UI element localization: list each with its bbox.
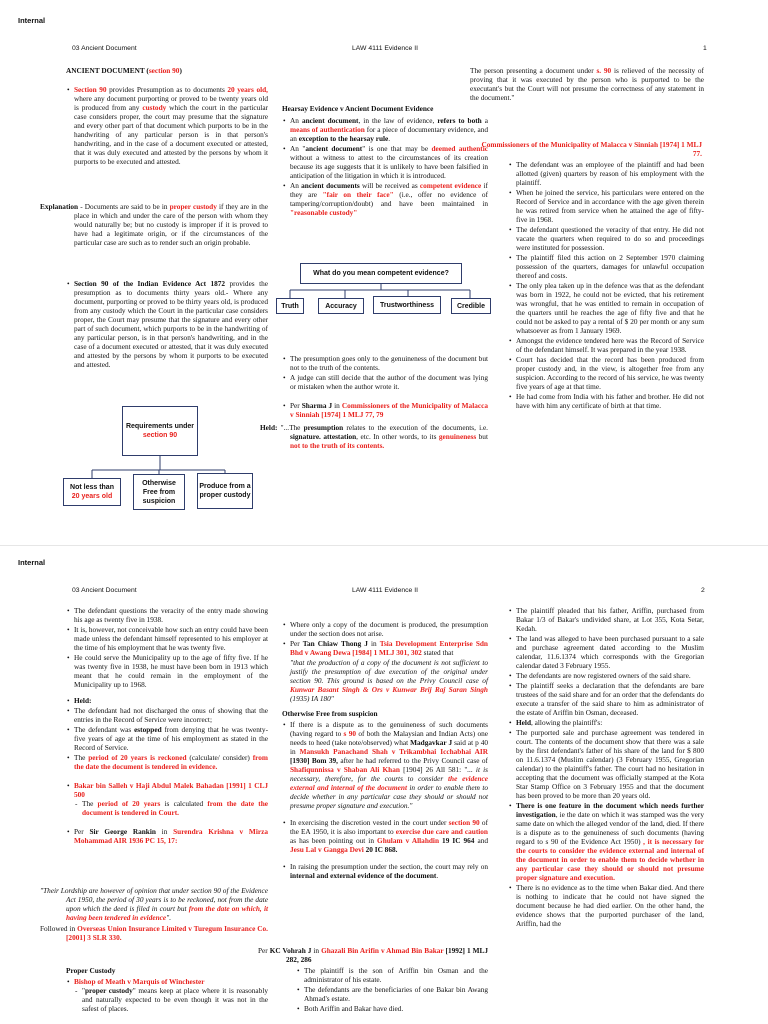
otherwise-free-heading: Otherwise Free from suspicion (282, 709, 378, 718)
header-page-number: 1 (703, 45, 707, 52)
list-item: • The only plea taken up in the defence was that as the defendant was born in 1922, he could not be evicted, that his retirement was wrongful, that he was entitled to remain in occupation of the quarters until he reaches the age of fifty five and that he could not be asked to pay a rental of $ 20 per month or any sum whatsoever as from 1 January 1969. (508, 281, 704, 335)
list-item: • In exercising the discretion vested in the court under section 90 of the EA 1950, it is also important to exercise due care and caution as has been pointing out in Ghulam v Allahdin 19 IC 964 and Jesu Lal v Gangga Devi 20 IC 868. (282, 818, 488, 854)
list-item: • Held, allowing the plaintiff's: (508, 718, 704, 727)
explanation-paragraph: Explanation - Documents are said to be in proper custody if they are in the place in which and under the care of the person with whom they would naturally be; but no custody is improper if it is proved to have had a legitimate origin, or if the circumstances of the particular case are such as to render such an origin probable. (40, 202, 268, 247)
list-item: • The purported sale and purchase agreement was tendered in court. The contents of the document show that there was a sale by the first defendant's father of his share of the land for $ 800 on 11.6.1374 (Muslim calendar) (3 February 1955, Gregorian calendar) to the plaintiff's father. The court had no hesitation in accepting that the document was officially stamped at the Kota Star Stamp Office on 3 February 1955 and that the document has been proved to be more than 20 years old. (508, 728, 704, 800)
list-item: • The land was alleged to have been purchased pursuant to a sale and purchase agreement dated according to the Muslim calendar, 11.6.1374 which corresponds with the Gregorian calendar dated 3 February 1955. (508, 634, 704, 670)
header-course: LAW 4111 Evidence II (352, 45, 418, 52)
list-item: • If there is a dispute as to the genuineness of such documents (having regard to s 90 of both the Malaysian and Indian Acts) one needs to heed (take note/observed) what Madgavkar J said at p 40 in Mansukh Panachand Shah v Trikambhai Icchabhai AIR [1930] Bom 39, after he had referred to the Privy Council case of Shafiqunnissa v Shaban Ali Khan [1904] 26 All 581: "... it is necessary, therefore, for the courts to consider the evidence external and internal of the document in order to enable them to decide whether in any particular case they should or should not presume proper signature and execution." (282, 720, 488, 810)
list-item: • The presumption goes only to the genuineness of the document but not to the truth of the contents. (282, 354, 488, 372)
list-item: • Bishop of Meath v Marquis of Winchester - "proper custody" means keep at place where it is reasonably and naturally expected to be even though it was not in the safest of places. (66, 977, 268, 1013)
list-item: • When he joined the service, his particulars were entered on the Record of Service and in accordance with the age given therein he was retired from service when he attained the age of fifty-five in 1968. (508, 188, 704, 224)
list-item: • There is no evidence as to the time when Bakar died. And there is nothing to indicate that he could not have signed the document because he had died earlier. On the other hand, the evidence shows that the purported purchaser of the land, Ariffin, had the (508, 883, 704, 928)
list-item: • The period of 20 years is reckoned (calculate/ consider) from the date the document is tendered in evidence. (66, 753, 268, 771)
truth-box: Truth (276, 298, 304, 314)
list-item: • An ancient document, in the law of evidence, refers to both a means of authentication for a piece of documentary evidence, and an exception to the hearsay rule. (282, 116, 488, 143)
competent-evidence-question-box: What do you mean competent evidence? (300, 263, 462, 284)
list-item: • Section 90 of the Indian Evidence Act 1872 provides the presumption as to documents thirty years old.- Where any document, purporting or proved to be thirty years old, is produced from any custody which the Court in the particular case considers proper, the Court may presume that the signature and every other part of such document, which purports to be in the handwriting of any particular person, is in that person's handwriting, and in the case of a document executed or attested, that it was duly executed and attested by the persons by whom it purports to be executed and attested. (66, 279, 268, 369)
header-chapter: 03 Ancient Document (72, 45, 137, 52)
internal-label: Internal (18, 558, 46, 567)
list-item: • In raising the presumption under the section, the court may rely on internal and external evidence of the document. (282, 862, 488, 880)
list-item: • He had come from India with his father and brother. He did not have with him any certificate of birth at that time. (508, 392, 704, 410)
proper-custody-box: Produce from a proper custody (197, 473, 253, 509)
list-item: • The defendant had not discharged the onus of showing that the entries in the Record of Service were incorrect; (66, 706, 268, 724)
list-item: • Court has decided that the record has been produced from proper custody and, in the view, is altogether free from any suspicion. According to the record of his service, he was twenty five years of age at that time. (508, 355, 704, 391)
proper-custody-heading: Proper Custody (66, 966, 116, 975)
page1-left-column (66, 66, 268, 176)
hearsay-heading: Hearsay Evidence v Ancient Document Evidence (282, 104, 434, 113)
list-item: • The defendant was an employee of the plaintiff and had been allotted (given) quarters by reason of his employment with the plaintiff. (508, 160, 704, 187)
list-item: • The plaintiff seeks a declaration that the defendants are bare trustees of the said share and for an order that the defendants do execute a transfer of the said share to him as administrator of the estate of Ariffin bin Osman, deceased. (508, 681, 704, 717)
list-item: • The defendants are the beneficiaries of one Bakar bin Awang Ahmad's estate. (296, 985, 488, 1003)
list-item: • He could serve the Municipality up to the age of fifty five. If he was twenty five in 1938, he must have been born in 1913 which meant that he could remain in the employment of the Municipality up to 1968. (66, 653, 268, 689)
credible-box: Credible (451, 298, 491, 314)
list-item: • An "ancient document" is one that may be deemed authentic without a witness to attest to the circumstances of its creation because its age suggests that it is unlikely to have been falsified in anticipation of the litigation in which it is introduced. (282, 144, 488, 180)
page2-left-column (66, 606, 268, 846)
list-item: • Per Tan Chiaw Thong J in Tsia Development Enterprise Sdn Bhd v Awang Dewa [1984] 1 MLJ 301, 302 stated that (282, 639, 488, 657)
header-page-number: 2 (701, 587, 705, 594)
rankin-quote: "Their Lordship are however of opinion that under section 90 of the Evidence Act 1950, the period of 30 years is to be reckoned, not from the date upon which the deed is filed in court but from the date on which, it having been tendered in evidence". Followed in Overseas Union Insurance Limited v Turegum Insurance Co. [2001] 3 SLR 330. (40, 886, 269, 942)
list-item: • Per Sir George Rankin in Surendra Krishna v Mirza Mohammad AIR 1936 PC 15, 17: (66, 827, 268, 845)
list-item: • An ancient documents will be received as competent evidence if they are "fair on their face" (i.e., offer no evidence of tampering/corruption/doubt) and have been maintained in "reasonable custody" (282, 181, 488, 217)
trustworthiness-box: Trustworthiness (373, 296, 441, 314)
header-course: LAW 4111 Evidence II (352, 587, 418, 594)
list-item: • Bakar bin Salleh v Haji Abdul Malek Bahadan [1991] 1 CLJ 500 - The period of 20 years is calculated from the date the document is tendered in Court. (66, 781, 268, 817)
not-less-than-20-years-box: Not less than 20 years old (63, 478, 121, 506)
list-item: • The defendant was estopped from denying that he was twenty-five years of age at the time of his employment as stated in the Record of Service. (66, 725, 268, 752)
list-item: • The defendants are now registered owners of the said share. (508, 671, 704, 680)
requirements-box: Requirements under section 90 (122, 406, 198, 456)
page-divider (0, 545, 768, 546)
list-item: • Amongst the evidence tendered here was the Record of Service of the defendant himself. It was prepared in the year 1938. (508, 336, 704, 354)
list-item: • Held: (66, 696, 268, 705)
list-item: • The plaintiff pleaded that his father, Ariffin, purchased from Bakar 1/3 of Bakar's undivided share, at Lot 355, Kota Setar, Kedah. (508, 606, 704, 633)
list-item: • The defendant questioned the veracity of that entry. He did not vacate the quarters when required to do so and proceedings were instituted for possession. (508, 225, 704, 252)
list-item: • It is, however, not conceivable how such an entry could have been made unless the defendant himself represented to his employer at the time of his employment that he was twenty five. (66, 625, 268, 652)
list-item: - The period of 20 years is calculated from the date the document is tendered in Court. (74, 799, 268, 817)
vohrah-paragraph: Per KC Vohrah J in Ghazali Bin Arifin v Ahmad Bin Bakar [1992] 1 MLJ 282, 286 • The plaintiff is the son of Ariffin bin Osman and the administrator of his estate. • The defendants are the beneficiaries of one Bakar bin Awang Ahmad's estate. • Both Ariffin and Bakar have died. (258, 946, 488, 1014)
accuracy-box: Accuracy (318, 298, 364, 314)
held-paragraph: Held: "...The presumption relates to the execution of the documents, i.e. signature. attestation, etc. In other words, to its genuineness but not to the truth of its contents. (260, 423, 489, 450)
list-item: • Where only a copy of the document is produced, the presumption under the section does not arise. (282, 620, 488, 638)
free-from-suspicion-box: Otherwise Free from suspicion (133, 474, 185, 510)
header-chapter: 03 Ancient Document (72, 587, 137, 594)
list-item: • Both Ariffin and Bakar have died. (296, 1004, 488, 1013)
section-title: ANCIENT DOCUMENT (section 90) (66, 66, 182, 75)
page1-right-case (476, 140, 702, 160)
page2-right-column (508, 606, 704, 929)
page1-right-column: The person presenting a document under s. 90 is relieved of the necessity of proving that it was executed by the person who is purported to be the executant's but the Court will not presume the correctness of any statement in the document." (470, 66, 704, 102)
page1-middle-lower (282, 354, 488, 420)
page1-right-facts (508, 160, 704, 411)
list-item: • The plaintiff is the son of Ariffin bin Osman and the administrator of his estate. (296, 966, 488, 984)
list-item: • A judge can still decide that the author of the document was lying or mistaken when the author wrote it. (282, 373, 488, 391)
list-item: • The defendant questions the veracity of the entry made showing his age as twenty five in 1938. (66, 606, 268, 624)
case-citation: Commissioners of the Municipality of Malacca v Sinniah [1974] 1 MLJ 77. (481, 140, 702, 158)
list-item: • Per Sharma J in Commissioners of the Municipality of Malacca v Sinniah [1974] 1 MLJ 77, 79 (282, 401, 488, 419)
proper-custody-section (66, 966, 268, 1014)
page2-middle-column: • Where only a copy of the document is produced, the presumption under the section does not arise. • Per Tan Chiaw Thong J in Tsia Development Enterprise Sdn Bhd v Awang Dewa [1984] 1 MLJ 301, 302 stated that "that the production of a copy of the document is not sufficient to justify the presumption of due execution of the original under section 90. This ground is based on the Privy Council case of Kunwar Basant Singh & Ors v Kunwar Brij Raj Saran Singh (1935) IA 180" Otherwise Free from suspicion • If there is a dispute as to the genuineness of such documents (having regard to s 90 of both the Malaysian and Indian Acts) one needs to heed (take note/observed) what Madgavkar J said at p 40 in Mansukh Panachand Shah v Trikambhai Icchabhai AIR [1930] Bom 39, after he had referred to the Privy Council case of Shafiqunnissa v Shaban Ali Khan [1904] 26 All 581: "... it is necessary, therefore, for the courts to consider the evidence external and internal of the document in order to enable them to decide whether in any particular case they should or should not presume proper signature and execution." • In exercising the discretion vested in the court under section 90 of the EA 1950, it is also important to exercise due care and caution as has been pointing out in Ghulam v Allahdin 19 IC 964 and Jesu Lal v Gangga Devi 20 IC 868. • In raising the presumption under the section, the court may rely on internal and external evidence of the document. (282, 620, 488, 881)
internal-label: Internal (18, 16, 46, 25)
list-item: • Section 90 provides Presumption as to documents 20 years old, where any document purporting or proved to be twenty years old is produced from any custody which the court in the particular case considers proper, the court may presume that the signature and every other part of that document which purports to be in the handwriting of any particular person is in that person's handwriting, and in the case of a document executed or attested, that it was duly executed and attested by the persons by whom it purports to be executed and attested. (66, 85, 268, 166)
list-item: • There is one feature in the document which needs further investigation, ie the date on which it was stamped was the very same date on which the alleged vendor of the land, died. If there is a dispute as to the genuineness of such documents (having regard to s 90 of the Evidence Act 1950) , it is necessary for the courts to consider the evidence external and internal of the document in order to enable them to decide whether in any particular case they should or should not presume proper signature and execution. (508, 801, 704, 882)
page1-middle-column (282, 104, 488, 218)
list-item: • The plaintiff filed this action on 2 September 1970 claiming possession of the quarters, damages for unlawful occupation thereof and costs. (508, 253, 704, 280)
indian-act-paragraph (66, 279, 268, 370)
list-item: - "proper custody" means keep at place where it is reasonably and naturally expected to be even though it was not in the safest of places. (74, 986, 268, 1013)
